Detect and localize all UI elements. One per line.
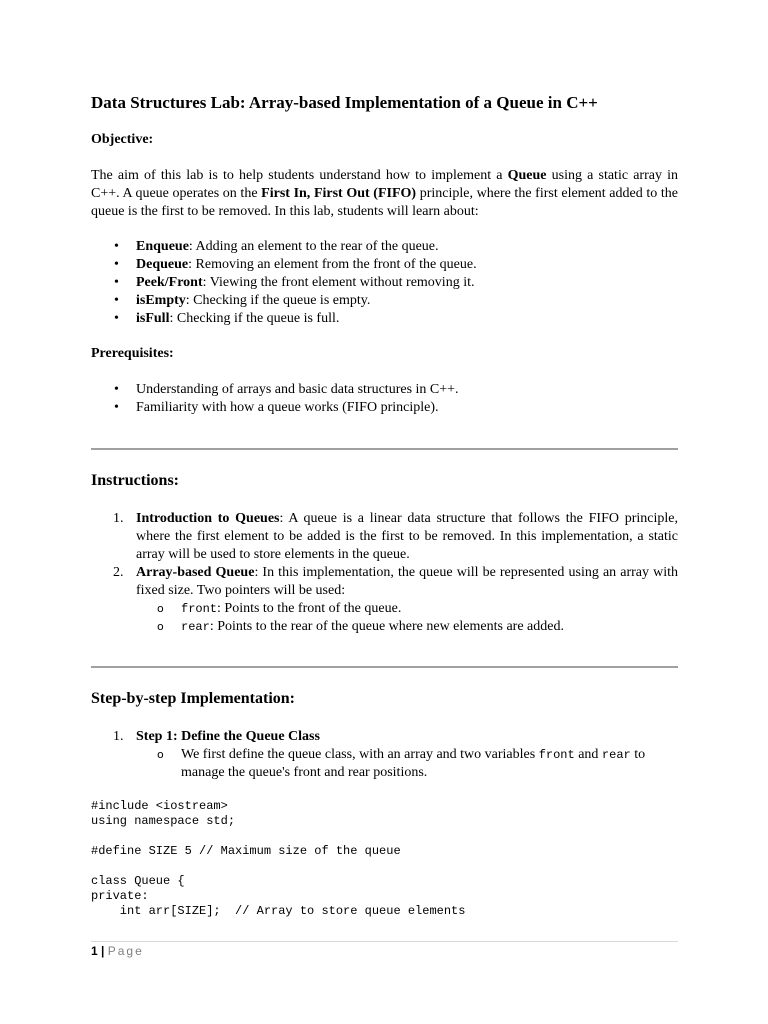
code-line: #define SIZE 5 // Maximum size of the queue (91, 844, 401, 858)
sub-list-item (136, 618, 678, 636)
inline-code: front (181, 602, 218, 616)
document-title: Data Structures Lab: Array-based Implementation of a Queue in C++ (91, 93, 598, 112)
prerequisites-heading: Prerequisites: (91, 346, 174, 361)
item-term: isFull (136, 311, 170, 326)
section-divider (91, 448, 678, 450)
item-term: isEmpty (136, 293, 186, 308)
objective-heading: Objective: (91, 132, 154, 147)
bullet-icon: • (114, 311, 119, 326)
item-term: Peek/Front (136, 275, 203, 290)
list-item (91, 238, 678, 256)
list-item (91, 399, 678, 417)
bullet-icon: • (114, 293, 119, 308)
footer-separator: | (97, 944, 108, 958)
page-footer (91, 944, 144, 958)
sub-list-item (136, 746, 678, 782)
objective-text-2: using a static array in C++. A queue operates on the (91, 168, 678, 201)
list-item (91, 292, 678, 310)
inline-code: front (538, 748, 575, 762)
steps-list (91, 728, 678, 782)
section-divider (91, 666, 678, 668)
code-line (91, 829, 465, 844)
pointer-list (136, 600, 678, 636)
objective-bold-queue: Queue (507, 168, 547, 183)
list-item (91, 381, 678, 399)
sub-item-text: We first define the queue class, with an array and two variables (181, 747, 539, 762)
code-line: int arr[SIZE]; // Array to store queue elements (91, 904, 466, 918)
code-line: class Queue { (91, 874, 185, 888)
circle-bullet-icon: o (157, 602, 164, 615)
instructions-heading: Instructions: (91, 472, 180, 489)
code-line: private: (91, 889, 149, 903)
bullet-icon: • (114, 257, 119, 272)
list-item (91, 310, 678, 328)
list-item (91, 510, 678, 564)
sub-item-text: : Points to the front of the queue. (217, 601, 402, 616)
list-item (91, 564, 678, 636)
item-desc: : Checking if the queue is empty. (185, 293, 371, 308)
list-item (91, 274, 678, 292)
footer-divider (91, 941, 678, 942)
page-word: Page (107, 944, 144, 958)
prerequisites-list (91, 381, 678, 417)
sub-list-item (136, 600, 678, 618)
inline-code: rear (181, 620, 210, 634)
item-number: 1. (113, 729, 124, 744)
item-number: 2. (113, 565, 124, 580)
sub-item-text: and (574, 747, 602, 762)
sub-item-text: : Points to the rear of the queue where new elements are added. (209, 619, 564, 634)
item-text: Understanding of arrays and basic data structures in C++. (136, 382, 459, 397)
item-term: Enqueue (136, 239, 189, 254)
item-desc: : In this implementation, the queue will be represented using an array with fixed size. Two pointers will be used: (136, 565, 679, 598)
item-desc: : Viewing the front element without removing it. (202, 275, 475, 290)
item-desc: : A queue is a linear data structure that follows the FIFO principle, where the first element to be added is the first to be removed. In this implementation, a static array will be used to store elements in the queue. (136, 511, 678, 562)
item-text: Familiarity with how a queue works (FIFO principle). (136, 400, 439, 415)
item-number: 1. (113, 511, 124, 526)
objective-text-3: principle, where the first element added to the queue is the first to be removed. In this lab, students will learn about: (91, 186, 678, 219)
implementation-heading: Step-by-step Implementation: (91, 690, 295, 707)
code-line (91, 859, 465, 874)
code-line: using namespace std; (91, 814, 236, 828)
bullet-icon: • (114, 382, 119, 397)
bullet-icon: • (114, 239, 119, 254)
code-block (91, 799, 465, 919)
item-term: Array-based Queue (136, 565, 255, 580)
page-number: 1 (91, 944, 98, 958)
instructions-list (91, 510, 678, 636)
circle-bullet-icon: o (157, 748, 164, 761)
operations-list (91, 238, 678, 328)
step-sub-list (136, 746, 678, 782)
item-desc: : Checking if the queue is full. (169, 311, 340, 326)
item-desc: : Adding an element to the rear of the queue. (188, 239, 439, 254)
code-line: #include <iostream> (91, 799, 228, 813)
inline-code: rear (601, 748, 631, 762)
objective-bold-fifo: First In, First Out (FIFO) (261, 186, 417, 201)
list-item (91, 256, 678, 274)
step-title: Step 1: Define the Queue Class (136, 729, 320, 744)
circle-bullet-icon: o (157, 620, 164, 633)
objective-paragraph (91, 167, 678, 221)
item-term: Introduction to Queues (136, 511, 280, 526)
item-term: Dequeue (136, 257, 189, 272)
item-desc: : Removing an element from the front of the queue. (188, 257, 477, 272)
objective-text-1: The aim of this lab is to help students understand how to implement a (91, 168, 508, 183)
list-item (91, 728, 678, 782)
bullet-icon: • (114, 400, 119, 415)
bullet-icon: • (114, 275, 119, 290)
sub-item-text: to manage the queue's front and rear positions. (181, 747, 646, 780)
